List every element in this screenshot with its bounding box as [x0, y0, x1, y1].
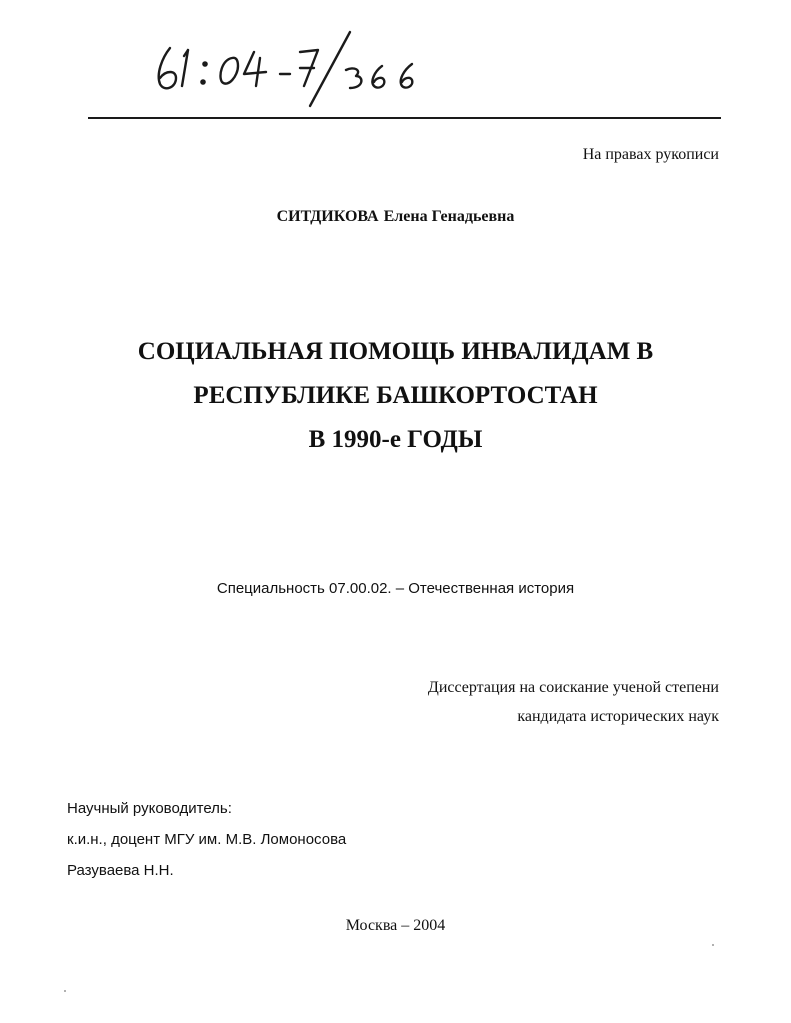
- title-line: В 1990-е ГОДЫ: [308, 426, 483, 453]
- scan-speck: [712, 944, 714, 946]
- place-and-year: Москва – 2004: [345, 917, 446, 934]
- supervisor-label: Научный руководитель:: [67, 800, 232, 817]
- manuscript-rights-note: На правах рукописи: [582, 146, 719, 163]
- header-rule: [88, 117, 721, 119]
- dissertation-title: [0, 330, 791, 462]
- specialty-line: Специальность 07.00.02. – Отечественная история: [216, 580, 575, 597]
- author-name: [0, 208, 791, 226]
- degree-line: Диссертация на соискание ученой степени: [427, 679, 719, 696]
- supervisor-name: Разуваева Н.Н.: [67, 862, 174, 879]
- scan-speck: [64, 990, 66, 992]
- author-surname: СИТДИКОВА: [276, 208, 379, 225]
- degree-statement: [428, 673, 719, 731]
- handwritten-archive-code: [150, 28, 450, 108]
- degree-line: кандидата исторических наук: [517, 708, 719, 725]
- supervisor-credentials: к.и.н., доцент МГУ им. М.В. Ломоносова: [67, 831, 347, 848]
- title-line: СОЦИАЛЬНАЯ ПОМОЩЬ ИНВАЛИДАМ В: [137, 338, 654, 365]
- title-line: РЕСПУБЛИКЕ БАШКОРТОСТАН: [193, 382, 598, 409]
- author-given-names: Елена Генадьевна: [383, 208, 515, 225]
- supervisor-block: [67, 793, 346, 886]
